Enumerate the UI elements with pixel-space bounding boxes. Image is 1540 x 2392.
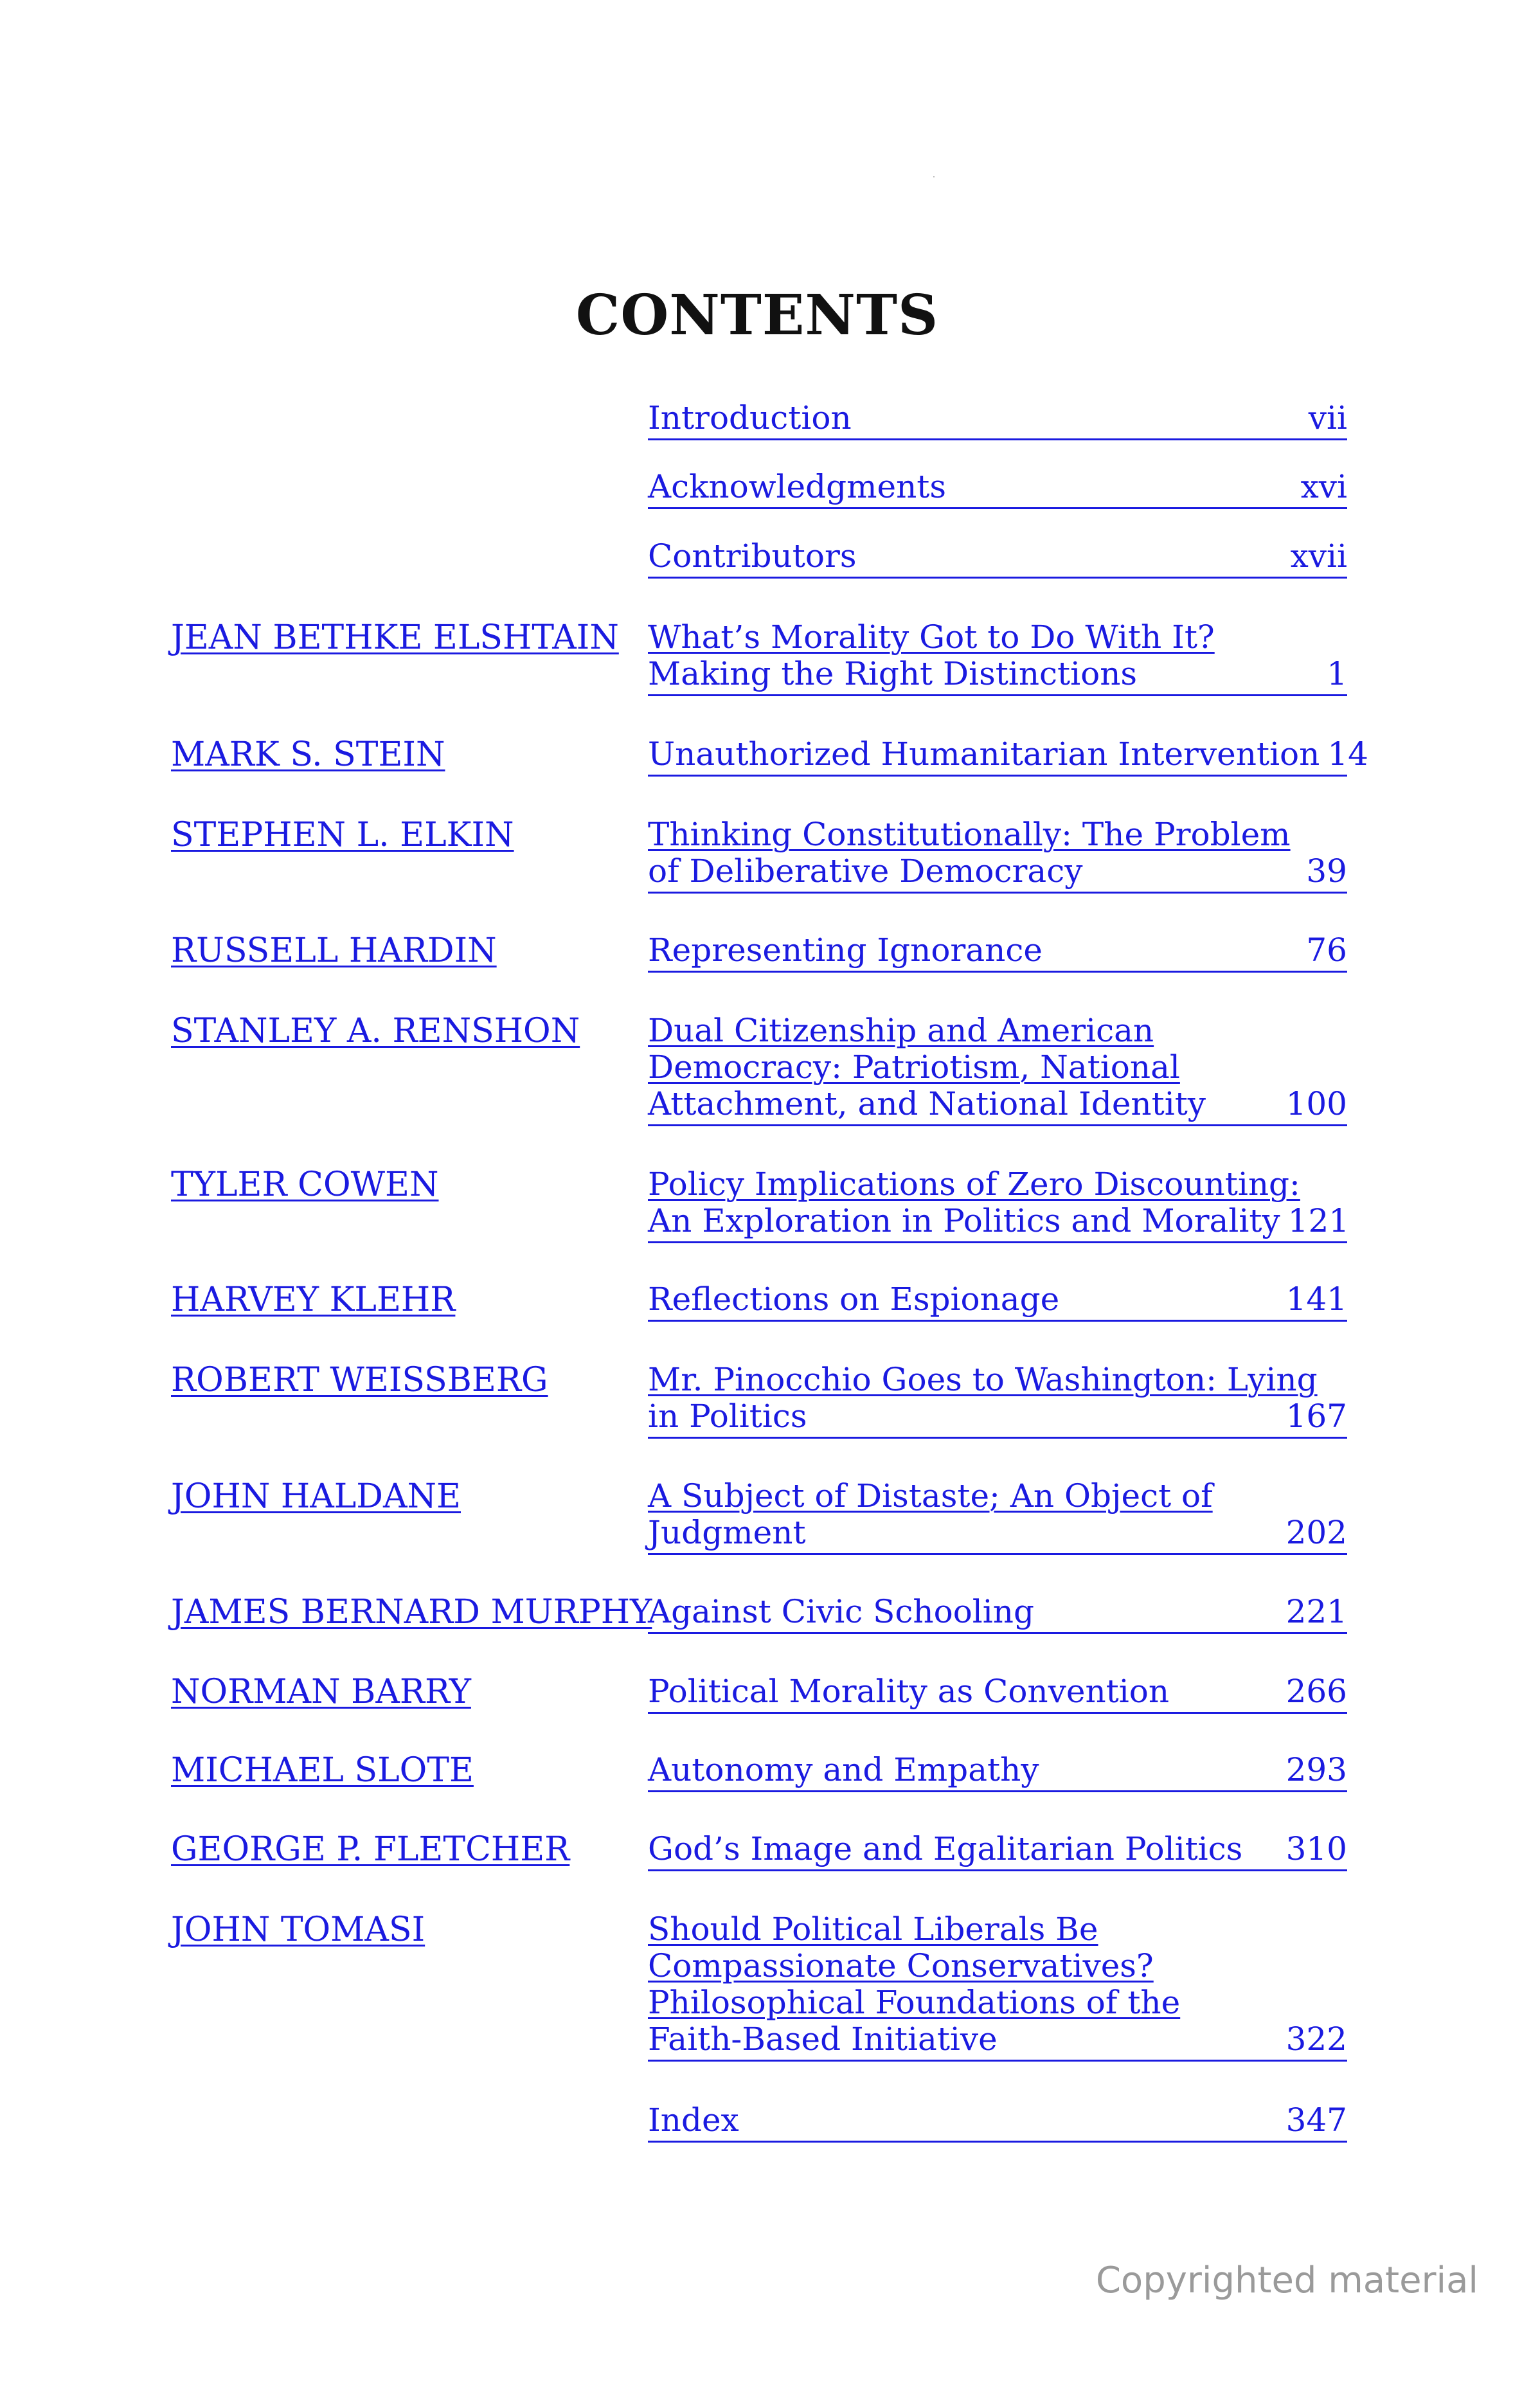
chapter-title-link[interactable] xyxy=(648,1012,1347,1049)
author-link[interactable]: NORMAN BARRY xyxy=(171,1673,471,1711)
page-number: 14 xyxy=(1327,735,1368,773)
chapter-title-text: Policy Implications of Zero Discounting: xyxy=(648,1165,1300,1203)
chapter-title-text: Dual Citizenship and American xyxy=(648,1012,1154,1049)
author-link[interactable]: GEORGE P. FLETCHER xyxy=(171,1830,570,1869)
chapter-title-text: in Politics xyxy=(648,1398,807,1435)
chapter-title-block xyxy=(648,816,1347,894)
chapter-title-link[interactable] xyxy=(648,1984,1347,2021)
chapter-title-text: Compassionate Conservatives? xyxy=(648,1947,1154,1984)
page-number: 202 xyxy=(1285,1514,1347,1551)
chapter-title-text: Making the Right Distinctions xyxy=(648,655,1138,692)
chapter-title-link[interactable] xyxy=(648,2021,1347,2062)
chapter-title-block xyxy=(648,1831,1347,1871)
chapter-title-block xyxy=(648,469,1347,509)
page-number: 1 xyxy=(1327,655,1347,692)
chapter-title-text: Mr. Pinocchio Goes to Washington: Lying xyxy=(648,1361,1318,1398)
author-link[interactable]: MARK S. STEIN xyxy=(171,735,445,774)
page-number: vii xyxy=(1308,399,1347,436)
chapter-title-block xyxy=(648,1281,1347,1322)
author-link[interactable]: JOHN HALDANE xyxy=(171,1477,461,1516)
chapter-title-link[interactable] xyxy=(648,1594,1347,1634)
page-number: 121 xyxy=(1287,1202,1350,1239)
author-link[interactable]: JAMES BERNARD MURPHY xyxy=(171,1593,652,1632)
page-number: 310 xyxy=(1285,1830,1347,1867)
page-number: 322 xyxy=(1285,2020,1347,2058)
chapter-title-link[interactable] xyxy=(648,1752,1347,1792)
page-number: 39 xyxy=(1306,852,1347,890)
chapter-title-text: Faith-Based Initiative xyxy=(648,2020,998,2058)
chapter-title-link[interactable] xyxy=(648,538,1347,579)
page-number: 347 xyxy=(1285,2101,1347,2139)
page-number: 141 xyxy=(1285,1281,1347,1318)
chapter-title-text: Thinking Constitutionally: The Problem xyxy=(648,816,1291,853)
chapter-title-block xyxy=(648,1478,1347,1555)
chapter-title-text: A Subject of Distaste; An Object of xyxy=(648,1477,1213,1515)
chapter-title-block xyxy=(648,400,1347,440)
chapter-title-text: Judgment xyxy=(648,1514,806,1551)
chapter-title-link[interactable] xyxy=(648,2102,1347,2143)
chapter-title-link[interactable] xyxy=(648,932,1347,973)
chapter-title-text: Against Civic Schooling xyxy=(648,1593,1035,1630)
page-number: 293 xyxy=(1285,1751,1347,1788)
chapter-title-link[interactable] xyxy=(648,400,1347,440)
page-number: 167 xyxy=(1285,1398,1347,1435)
chapter-title-text: God’s Image and Egalitarian Politics xyxy=(648,1830,1243,1867)
chapter-title-link[interactable] xyxy=(648,1362,1347,1398)
page-number: 221 xyxy=(1285,1593,1347,1630)
chapter-title-link[interactable] xyxy=(648,1948,1347,1984)
chapter-title-link[interactable] xyxy=(648,1202,1350,1243)
chapter-title-link[interactable] xyxy=(648,656,1347,696)
chapter-title-text: Philosophical Foundations of the xyxy=(648,1984,1181,2021)
author-link[interactable]: HARVEY KLEHR xyxy=(171,1281,456,1319)
chapter-title-text: An Exploration in Politics and Morality xyxy=(648,1202,1280,1239)
chapter-title-text: Autonomy and Empathy xyxy=(648,1751,1039,1788)
chapter-title-block xyxy=(648,1594,1347,1634)
author-link[interactable]: STEPHEN L. ELKIN xyxy=(171,816,514,854)
author-link[interactable]: MICHAEL SLOTE xyxy=(171,1751,474,1790)
chapter-title-text: Acknowledgments xyxy=(648,468,947,505)
chapter-title-text: of Deliberative Democracy xyxy=(648,852,1083,890)
chapter-title-link[interactable] xyxy=(648,1515,1347,1555)
page-number: 76 xyxy=(1306,931,1347,969)
page-title: CONTENTS xyxy=(575,282,939,348)
page-number: xvii xyxy=(1290,537,1347,575)
page-number: 266 xyxy=(1285,1673,1347,1710)
author-link[interactable]: JEAN BETHKE ELSHTAIN xyxy=(171,618,619,657)
chapter-title-link[interactable] xyxy=(648,1478,1347,1515)
chapter-title-link[interactable] xyxy=(648,1911,1347,1948)
chapter-title-link[interactable] xyxy=(648,619,1347,656)
chapter-title-block xyxy=(648,619,1347,696)
page-number: xvi xyxy=(1300,468,1347,505)
chapter-title-link[interactable] xyxy=(648,1166,1347,1203)
chapter-title-text: Representing Ignorance xyxy=(648,931,1043,969)
chapter-title-block xyxy=(648,2102,1347,2143)
chapter-title-link[interactable] xyxy=(648,853,1347,894)
chapter-title-block xyxy=(648,735,1368,777)
author-link[interactable]: STANLEY A. RENSHON xyxy=(171,1012,580,1050)
chapter-title-text: Contributors xyxy=(648,537,857,575)
chapter-title-link[interactable] xyxy=(648,1049,1347,1086)
chapter-title-link[interactable] xyxy=(648,1086,1347,1126)
chapter-title-text: Introduction xyxy=(648,399,852,436)
chapter-title-block xyxy=(648,1165,1350,1243)
author-link[interactable]: JOHN TOMASI xyxy=(171,1911,425,1949)
chapter-title-block xyxy=(648,538,1347,579)
author-link[interactable]: TYLER COWEN xyxy=(171,1165,439,1204)
author-link[interactable]: ROBERT WEISSBERG xyxy=(171,1361,548,1399)
chapter-title-text: Democracy: Patriotism, National xyxy=(648,1048,1180,1086)
chapter-title-block xyxy=(648,1673,1347,1714)
chapter-title-link[interactable] xyxy=(648,816,1347,853)
chapter-title-link[interactable] xyxy=(648,1398,1347,1439)
chapter-title-text: Attachment, and National Identity xyxy=(648,1085,1206,1122)
chapter-title-text: Political Morality as Convention xyxy=(648,1673,1170,1710)
chapter-title-block xyxy=(648,1362,1347,1439)
chapter-title-block xyxy=(648,1911,1347,2062)
chapter-title-link[interactable] xyxy=(648,1281,1347,1322)
chapter-title-link[interactable] xyxy=(648,469,1347,509)
page-number: 100 xyxy=(1285,1085,1347,1122)
chapter-title-text: Reflections on Espionage xyxy=(648,1281,1060,1318)
chapter-title-text: Should Political Liberals Be xyxy=(648,1911,1098,1948)
copyright-watermark: Copyrighted material xyxy=(1095,2260,1478,2301)
chapter-title-text: Index xyxy=(648,2101,739,2139)
chapter-title-link[interactable] xyxy=(648,1673,1347,1714)
chapter-title-link[interactable] xyxy=(648,735,1368,777)
author-link[interactable]: RUSSELL HARDIN xyxy=(171,931,497,970)
chapter-title-text: Unauthorized Humanitarian Intervention xyxy=(648,735,1320,773)
chapter-title-block xyxy=(648,1752,1347,1792)
chapter-title-text: What’s Morality Got to Do With It? xyxy=(648,618,1215,656)
chapter-title-link[interactable] xyxy=(648,1831,1347,1871)
chapter-title-block xyxy=(648,1012,1347,1126)
chapter-title-block xyxy=(648,932,1347,973)
